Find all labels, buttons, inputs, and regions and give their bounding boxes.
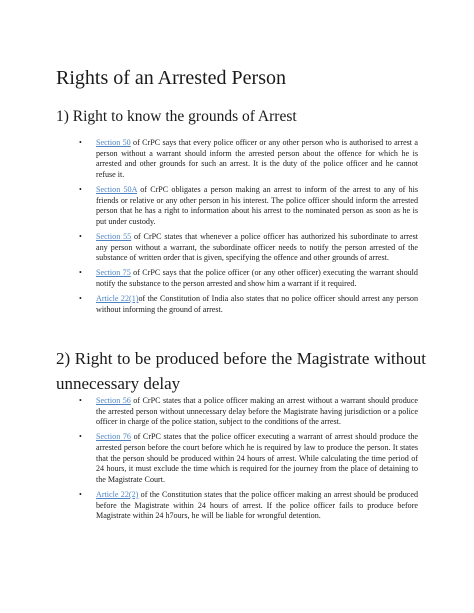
list-item [0, 396, 418, 428]
section-56-link[interactable]: Section 56 [96, 396, 131, 405]
section-heading-grounds-of-arrest: 1) Right to know the grounds of Arrest [56, 108, 297, 125]
list-item-text: of the Constitution states that the police officer making an arrest should be produced before the Magistrate within 24 hours of arrest. If the police officer fails to produce before Magistrate within 24 h7ours, he will be liable for wrongful detention. [96, 489, 419, 521]
list-item [0, 268, 418, 289]
section-heading-produced-before-magistrate: 2) Right to be produced before the Magistrate without unnecessary delay [56, 349, 426, 393]
bullet-icon: • [79, 294, 82, 304]
bullet-icon: • [79, 489, 82, 499]
bullet-icon: • [79, 184, 82, 194]
bullet-icon: • [79, 231, 82, 241]
section-50-link[interactable]: Section 50 [96, 138, 131, 147]
list-item-text: of CrPC says that every police officer or any other person who is authorised to arrest a person without a warrant should inform the arrested person about the offence for which he is arrested and other grounds for such an arrest. It is the duty of the police officer and he cannot refuse it. [96, 138, 418, 179]
article-22-1-link[interactable]: Article 22(1) [96, 294, 139, 304]
bullet-icon: • [79, 138, 82, 147]
bullet-icon: • [79, 432, 82, 442]
section-75-link[interactable]: Section 75 [96, 268, 131, 278]
list-item [0, 185, 418, 227]
list-item [0, 138, 418, 180]
list-item-text: of CrPC states that a police officer making an arrest without a warrant should produce the arrested person without unnecessary delay before the Magistrate having jurisdiction or a police officer in charge of the police station, subject to the conditions of the arrest. [96, 396, 418, 427]
bullet-list-produced-before-magistrate [0, 396, 418, 526]
list-item [0, 294, 418, 315]
list-item-text: of CrPC states that the police officer executing a warrant of arrest should produce the arrested person before the court before which he is required by law to produce the person. It states that the person should be produced within 24 hours of arrest. While calculating the time period of 24 hours, it must exclude the time which is required for the journey from the place of detaining to the Magistrate Court. [96, 432, 418, 484]
list-item [0, 432, 418, 485]
bullet-icon: • [79, 268, 82, 278]
section-76-link[interactable]: Section 76 [96, 432, 131, 442]
list-item [0, 232, 418, 264]
bullet-icon: • [79, 396, 82, 405]
document-title: Rights of an Arrested Person [56, 67, 286, 89]
section-55-link[interactable]: Section 55 [96, 231, 132, 241]
bullet-list-grounds-of-arrest [0, 138, 418, 320]
list-item-text: of CrPC states that whenever a police officer has authorized his subordinate to arrest any person without a warrant, the subordinate officer needs to notify the person arrested of the substance of written order that is given, specifying the offence and other grounds of arrest. [96, 231, 418, 263]
list-item-text: of CrPC obligates a person making an arrest to inform of the arrest to any of his friends or relative or any other person in his interest. The police officer should inform the arrested person that he has a right to information about his arrest to the nominated person as soon as he is put under custody. [96, 184, 418, 226]
list-item [0, 490, 418, 522]
list-item-text: of CrPC says that the police officer (or any other officer) executing the warrant should notify the substance to the person arrested and show him a warrant if it required. [96, 268, 418, 288]
list-item-text: of the Constitution of India also states that no police officer should arrest any person without informing the ground of arrest. [96, 294, 418, 314]
section-50a-link[interactable]: Section 50A [96, 184, 137, 194]
article-22-2-link[interactable]: Article 22(2) [96, 489, 139, 499]
